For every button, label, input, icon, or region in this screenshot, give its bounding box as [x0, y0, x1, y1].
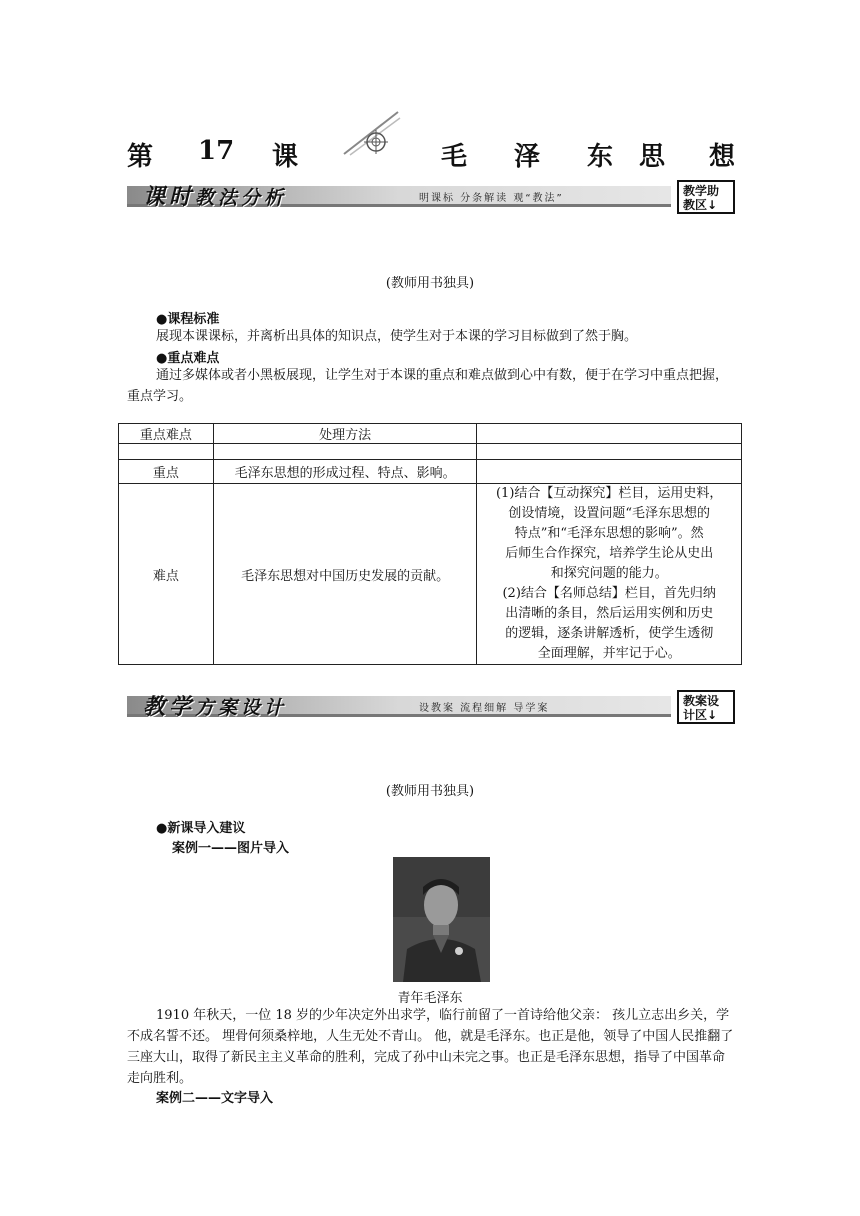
- title-char: 东: [587, 142, 614, 172]
- lesson-title: [127, 136, 735, 170]
- banner-tag-box: 教案设 计区↓: [677, 690, 735, 724]
- portrait-image: [393, 857, 490, 982]
- section-banner-lesson-design: [127, 688, 735, 726]
- table-header-cell: [477, 424, 742, 444]
- down-arrow-icon: ↓: [707, 198, 718, 212]
- portrait-photo: [393, 857, 490, 982]
- banner-title: 教学方案设计: [143, 694, 288, 720]
- key-points-table: [118, 423, 742, 665]
- title-char: 第: [127, 142, 154, 172]
- key-points-text: 通过多媒体或者小黑板展现，让学生对于本课的重点和难点做到心中有数，便于在学习中重点把握，重点学习。: [127, 368, 729, 404]
- table-cell-method: (1)结合【互动探究】栏目，运用史料， 创设情境，设置问题“毛泽东思想的 特点”和“毛泽东思想的影响”。然 后师生合作探究，培养学生论从史出 和探究问题的能力。 (2)结合【名师总结】栏目，首先归纳 出清晰的条目，然后运用实例和历史 的逻辑，逐条讲解透析，使学生透彻 全面理解，并牢记于心。: [477, 484, 742, 665]
- heading-course-standard: ●课程标准: [156, 312, 220, 327]
- table-header-cell: 重点难点: [119, 424, 214, 444]
- heading-lesson-intro: ●新课导入建议: [156, 821, 246, 836]
- heading-key-points: ●重点难点: [156, 351, 220, 366]
- banner-subtitle: 设教案 流程细解 导学案: [419, 703, 550, 714]
- table-row: [119, 424, 742, 444]
- title-char: 想: [709, 142, 736, 172]
- table-cell: 毛泽东思想的形成过程、特点、影响。: [213, 460, 477, 484]
- table-cell: 毛泽东思想对中国历史发展的贡献。: [213, 484, 477, 665]
- title-char: 毛: [441, 142, 468, 172]
- table-row: [119, 484, 742, 665]
- table-cell: [477, 460, 742, 484]
- table-row: [119, 444, 742, 460]
- section-banner-teaching-analysis: [127, 178, 735, 216]
- title-char: 课: [272, 142, 299, 172]
- banner-subtitle: 明课标 分条解读 观“教法”: [419, 193, 564, 204]
- table-row: [119, 460, 742, 484]
- banner-tag-box: 教学助 教区↓: [677, 180, 735, 214]
- table-header-cell: 处理方法: [213, 424, 477, 444]
- intro-story-text: 1910 年秋天，一位 18 岁的少年决定外出求学，临行前留了一首诗给他父亲： 孩儿立志出乡关，学不成名誓不还。 埋骨何须桑梓地，人生无处不青山。 他，就是毛泽东。也正是他，领导了中国人民推翻了三座大山，取得了新民主主义革命的胜利，完成了孙中山未完之事。也正是毛泽东思想，指导了中国革命走向胜利。: [127, 1008, 734, 1086]
- title-char: 泽: [514, 142, 541, 172]
- title-char: 思: [639, 142, 666, 172]
- banner-title: 课时教法分析: [143, 184, 288, 210]
- teacher-only-note: (教师用书独具): [385, 784, 475, 799]
- title-char: 17: [198, 136, 235, 166]
- teacher-only-note: (教师用书独具): [385, 276, 475, 291]
- photo-caption: 青年毛泽东: [397, 991, 463, 1006]
- case-two-label: 案例二——文字导入: [156, 1091, 274, 1106]
- course-standard-text: 展现本课课标，并离析出具体的知识点，使学生对于本课的学习目标做到了然于胸。: [156, 329, 638, 344]
- table-cell: 难点: [119, 484, 214, 665]
- table-cell: 重点: [119, 460, 214, 484]
- down-arrow-icon: ↓: [707, 708, 718, 722]
- case-one-label: 案例一——图片导入: [172, 841, 290, 856]
